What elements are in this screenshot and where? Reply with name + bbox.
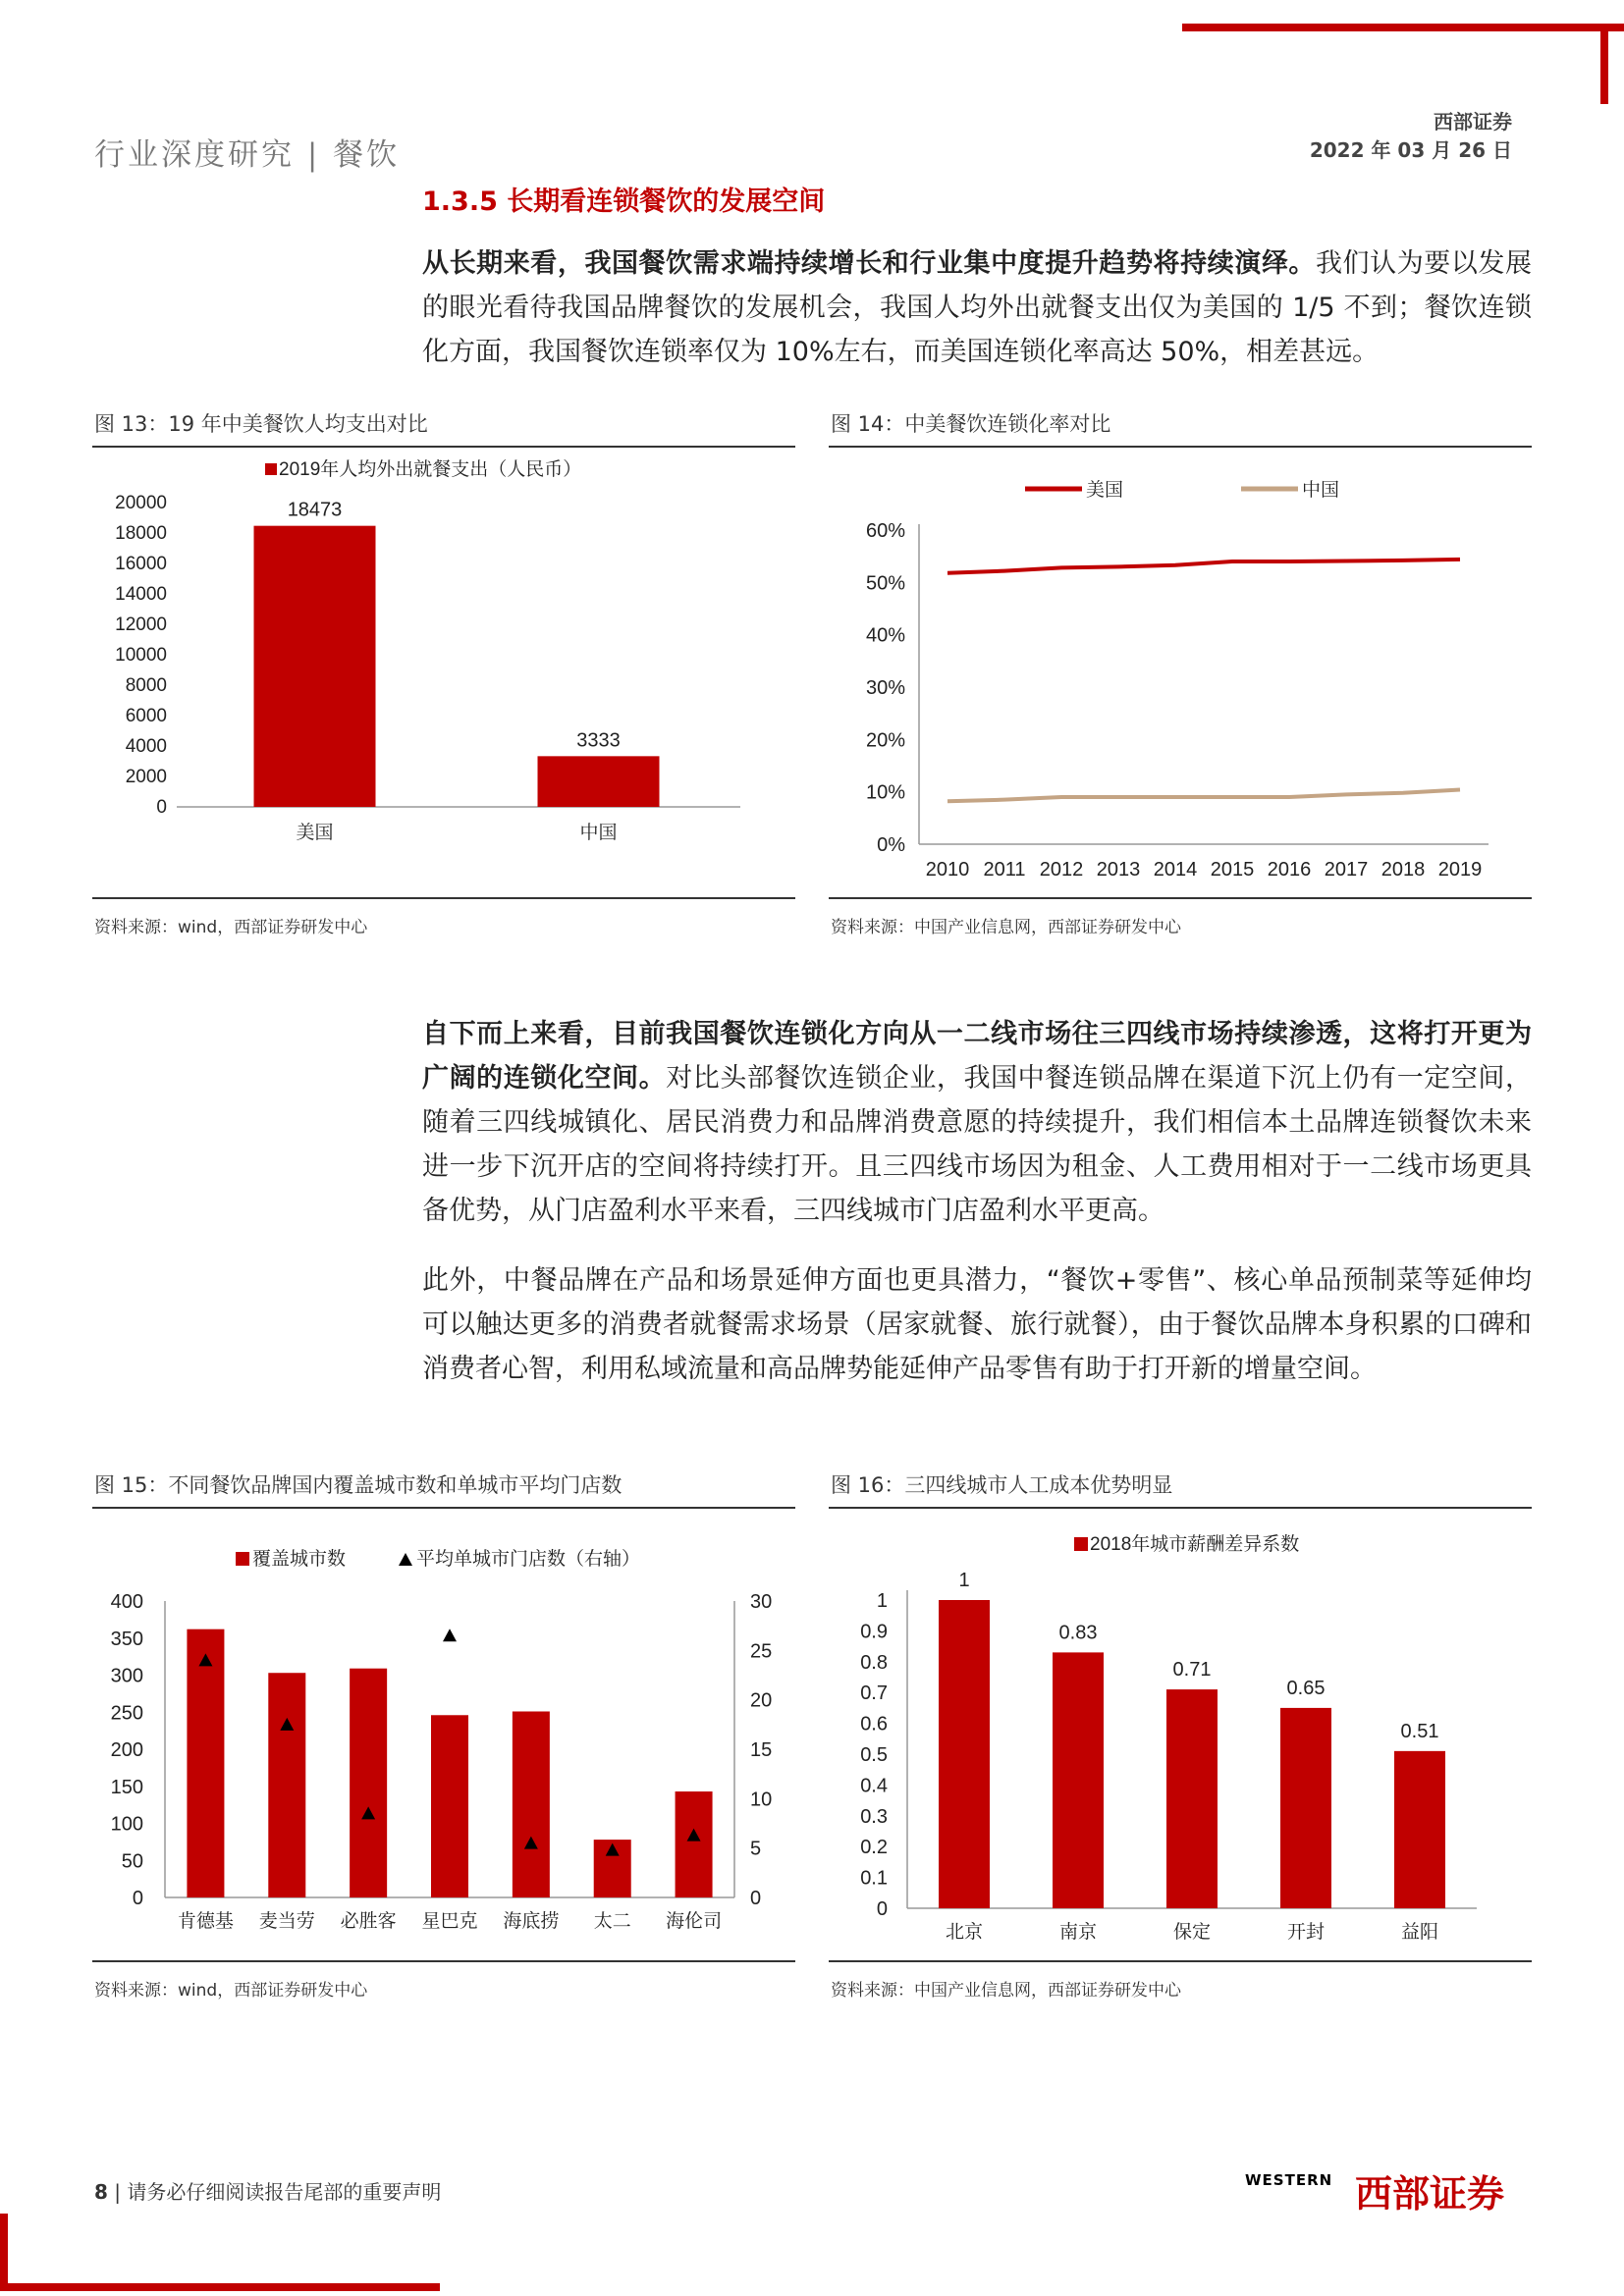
y-tick-label: 250 bbox=[110, 1702, 143, 1725]
western-logo-text: WESTERN bbox=[1245, 2171, 1333, 2189]
x-tick-label: 太二 bbox=[593, 1911, 631, 1932]
y-tick-label: 40% bbox=[865, 624, 905, 647]
y-tick-label: 400 bbox=[110, 1591, 143, 1613]
figure-13-chart bbox=[92, 454, 795, 883]
bar bbox=[1280, 1708, 1331, 1908]
bar bbox=[268, 1673, 305, 1897]
y-tick-label: 16000 bbox=[115, 554, 167, 574]
bar bbox=[1053, 1652, 1104, 1908]
y-tick-label: 0.4 bbox=[860, 1775, 888, 1797]
company-name: 西部证券 bbox=[1434, 110, 1512, 133]
x-tick-label: 2011 bbox=[983, 859, 1026, 881]
x-tick-label: 麦当劳 bbox=[258, 1911, 315, 1932]
figure-15-top-rule bbox=[92, 1507, 795, 1509]
figure-15-caption: 图 15：不同餐饮品牌国内覆盖城市数和单城市平均门店数 bbox=[94, 1473, 623, 1497]
y2-tick-label: 15 bbox=[750, 1739, 773, 1761]
bar bbox=[431, 1715, 468, 1897]
paragraph-1 bbox=[422, 241, 1532, 374]
y-tick-label: 20% bbox=[865, 729, 905, 752]
y-tick-label: 8000 bbox=[125, 675, 167, 696]
bar bbox=[350, 1669, 387, 1897]
figure-14-bottom-rule bbox=[829, 897, 1532, 899]
y-tick-label: 200 bbox=[110, 1739, 143, 1761]
y-tick-label: 1 bbox=[876, 1590, 888, 1612]
y-tick-label: 0.7 bbox=[860, 1682, 888, 1705]
bar bbox=[187, 1629, 224, 1897]
x-tick-label: 2018 bbox=[1380, 859, 1426, 881]
x-tick-label: 必胜客 bbox=[340, 1911, 397, 1932]
bar bbox=[1394, 1751, 1445, 1908]
y-tick-label: 2000 bbox=[125, 767, 167, 787]
legend-swatch bbox=[265, 463, 277, 475]
y-tick-label: 14000 bbox=[115, 584, 167, 605]
figure-13-svg bbox=[92, 454, 795, 883]
series-line bbox=[947, 560, 1460, 573]
x-tick-label: 海伦司 bbox=[666, 1911, 723, 1932]
data-label: 0.83 bbox=[1058, 1622, 1098, 1644]
legend-label: 覆盖城市数 bbox=[252, 1549, 347, 1570]
figure-13-source: 资料来源：wind，西部证券研发中心 bbox=[94, 918, 368, 937]
figure-15-bottom-rule bbox=[92, 1960, 795, 1962]
corner-accent-top bbox=[1182, 24, 1624, 31]
paragraph-2-lead: 自下而上来看，目前我国餐饮连锁化方向从一二线市场往三四线市场持续渗透，这将打开更为广阔的连锁化空间。 bbox=[422, 1019, 1532, 1094]
y-tick-label: 30% bbox=[865, 677, 905, 699]
figure-16-source: 资料来源：中国产业信息网，西部证券研发中心 bbox=[831, 1981, 1181, 2001]
triangle-marker bbox=[443, 1629, 457, 1641]
y-tick-label: 300 bbox=[110, 1665, 143, 1687]
corner-accent-top-vertical bbox=[1600, 24, 1608, 104]
y-tick-label: 6000 bbox=[125, 706, 167, 726]
y-tick-label: 12000 bbox=[115, 614, 167, 635]
x-tick-label: 开封 bbox=[1286, 1922, 1326, 1943]
y-tick-label: 0% bbox=[877, 834, 905, 856]
figure-16-bottom-rule bbox=[829, 1960, 1532, 1962]
figure-16-caption: 图 16：三四线城市人工成本优势明显 bbox=[831, 1473, 1173, 1497]
x-tick-label: 益阳 bbox=[1400, 1922, 1439, 1943]
y-tick-label: 0.6 bbox=[860, 1713, 888, 1735]
legend-label: 2019年人均外出就餐支出（人民币） bbox=[279, 459, 582, 480]
x-tick-label: 肯德基 bbox=[177, 1911, 234, 1932]
y-tick-label: 0.3 bbox=[860, 1805, 888, 1828]
figure-15-source: 资料来源：wind，西部证券研发中心 bbox=[94, 1981, 368, 2001]
legend-swatch bbox=[1074, 1537, 1088, 1551]
x-tick-label: 2012 bbox=[1039, 859, 1084, 881]
paragraph-1-body: 我们认为要以发展的眼光看待我国品牌餐饮的发展机会，我国人均外出就餐支出仅为美国的 1/5 不到；餐饮连锁化方面，我国餐饮连锁率仅为 10%左右，而美国连锁化率高达 50%，相差甚远。 bbox=[422, 248, 1533, 367]
bar bbox=[513, 1711, 550, 1897]
x-tick-label: 2014 bbox=[1153, 859, 1198, 881]
x-tick-label: 2017 bbox=[1324, 859, 1369, 881]
y-tick-label: 10000 bbox=[115, 645, 167, 666]
corner-accent-bottom bbox=[0, 2283, 440, 2291]
y2-tick-label: 25 bbox=[750, 1640, 773, 1663]
figure-16-svg bbox=[829, 1515, 1532, 1947]
figure-14-top-rule bbox=[829, 446, 1532, 448]
y-tick-label: 10% bbox=[865, 781, 905, 804]
figure-14-svg bbox=[829, 454, 1532, 883]
legend-triangle bbox=[399, 1553, 412, 1566]
y-tick-label: 0 bbox=[876, 1898, 888, 1920]
corner-accent-bottom-vertical bbox=[0, 2214, 8, 2291]
x-tick-label: 2010 bbox=[925, 859, 970, 881]
legend-swatch bbox=[236, 1552, 249, 1566]
paragraph-3: 此外，中餐品牌在产品和场景延伸方面也更具潜力，“餐饮+零售”、核心单品预制菜等延伸均可以触达更多的消费者就餐需求场景（居家就餐、旅行就餐），由于餐饮品牌本身积累的口碑和消费者心智，利用私域流量和高品牌势能延伸产品零售有助于打开新的增量空间。 bbox=[422, 1265, 1532, 1384]
y-tick-label: 18000 bbox=[115, 523, 167, 544]
x-tick-label: 北京 bbox=[945, 1922, 984, 1943]
x-tick-label: 南京 bbox=[1058, 1922, 1098, 1943]
figure-16-top-rule bbox=[829, 1507, 1532, 1509]
figure-15-chart bbox=[92, 1515, 795, 1947]
figure-14-caption: 图 14：中美餐饮连锁化率对比 bbox=[831, 412, 1111, 436]
series-line bbox=[947, 790, 1460, 802]
bar bbox=[538, 756, 660, 807]
data-label: 0.65 bbox=[1286, 1677, 1326, 1699]
figure-14-chart bbox=[829, 454, 1532, 883]
y2-tick-label: 20 bbox=[750, 1689, 773, 1712]
x-tick-label: 2013 bbox=[1096, 859, 1141, 881]
y-tick-label: 20000 bbox=[115, 493, 167, 513]
legend-label: 2018年城市薪酬差异系数 bbox=[1090, 1534, 1300, 1555]
figure-14-source: 资料来源：中国产业信息网，西部证券研发中心 bbox=[831, 918, 1181, 937]
x-tick-label: 海底捞 bbox=[503, 1911, 560, 1932]
y-tick-label: 50% bbox=[865, 572, 905, 595]
data-label: 3333 bbox=[576, 729, 621, 752]
y-tick-label: 0 bbox=[156, 797, 167, 818]
y-tick-label: 350 bbox=[110, 1628, 143, 1650]
x-tick-label: 美国 bbox=[296, 823, 334, 843]
y-tick-label: 0.9 bbox=[860, 1621, 888, 1643]
y2-tick-label: 0 bbox=[750, 1888, 762, 1909]
y-tick-label: 0 bbox=[132, 1888, 143, 1909]
y-tick-label: 0.8 bbox=[860, 1651, 888, 1674]
figure-15-svg bbox=[92, 1515, 795, 1947]
x-tick-label: 保定 bbox=[1172, 1922, 1212, 1943]
figure-16-chart bbox=[829, 1515, 1532, 1947]
figure-13-bottom-rule bbox=[92, 897, 795, 899]
legend-label: 中国 bbox=[1302, 480, 1340, 501]
brand-wordmark: 西部证券 bbox=[1355, 2172, 1505, 2216]
x-tick-label: 2019 bbox=[1437, 859, 1483, 881]
x-tick-label: 星巴克 bbox=[421, 1911, 478, 1932]
footer-notice bbox=[94, 2176, 441, 2205]
data-label: 0.71 bbox=[1172, 1659, 1212, 1682]
paragraph-1-lead: 从长期来看，我国餐饮需求端持续增长和行业集中度提升趋势将持续演绎。 bbox=[422, 248, 1316, 279]
legend-label: 美国 bbox=[1086, 480, 1124, 501]
figure-13-top-rule bbox=[92, 446, 795, 448]
footer-separator: | bbox=[114, 2180, 128, 2204]
paragraph-2-body: 对比头部餐饮连锁企业，我国中餐连锁品牌在渠道下沉上仍有一定空间，随着三四线城镇化、居民消费力和品牌消费意愿的持续提升，我们相信本土品牌连锁餐饮未来进一步下沉开店的空间将持续打开。且三四线市场因为租金、人工费用相对于一二线市场更具备优势，从门店盈利水平来看，三四线城市门店盈利水平更高。 bbox=[422, 1063, 1533, 1226]
y2-tick-label: 10 bbox=[750, 1789, 773, 1811]
x-tick-label: 2015 bbox=[1210, 859, 1255, 881]
y-tick-label: 150 bbox=[110, 1776, 143, 1798]
report-category: 行业深度研究 | 餐饮 bbox=[94, 137, 401, 173]
figure-13-caption: 图 13：19 年中美餐饮人均支出对比 bbox=[94, 412, 428, 436]
bar bbox=[1166, 1689, 1218, 1908]
x-tick-label: 中国 bbox=[579, 823, 618, 843]
y-tick-label: 100 bbox=[110, 1813, 143, 1836]
data-label: 0.51 bbox=[1400, 1720, 1439, 1742]
y-tick-label: 0.2 bbox=[860, 1837, 888, 1859]
footer-notice-text: 请务必仔细阅读报告尾部的重要声明 bbox=[127, 2180, 442, 2204]
page-number: 8 bbox=[94, 2180, 108, 2204]
y2-tick-label: 30 bbox=[750, 1591, 773, 1613]
y2-tick-label: 5 bbox=[750, 1838, 762, 1860]
data-label: 1 bbox=[958, 1570, 970, 1591]
y-tick-label: 50 bbox=[121, 1850, 143, 1873]
data-label: 18473 bbox=[287, 499, 343, 521]
bar bbox=[676, 1791, 713, 1897]
legend-label: 平均单城市门店数（右轴） bbox=[416, 1549, 641, 1570]
y-tick-label: 0.5 bbox=[860, 1744, 888, 1766]
bar bbox=[939, 1600, 990, 1908]
x-tick-label: 2016 bbox=[1267, 859, 1312, 881]
y-tick-label: 60% bbox=[865, 520, 905, 542]
paragraph-2 bbox=[422, 1012, 1532, 1233]
section-title: 1.3.5 长期看连锁餐饮的发展空间 bbox=[422, 187, 826, 217]
bar bbox=[254, 526, 376, 807]
report-date: 2022 年 03 月 26 日 bbox=[1309, 138, 1512, 162]
y-tick-label: 0.1 bbox=[860, 1867, 888, 1890]
y-tick-label: 4000 bbox=[125, 736, 167, 757]
